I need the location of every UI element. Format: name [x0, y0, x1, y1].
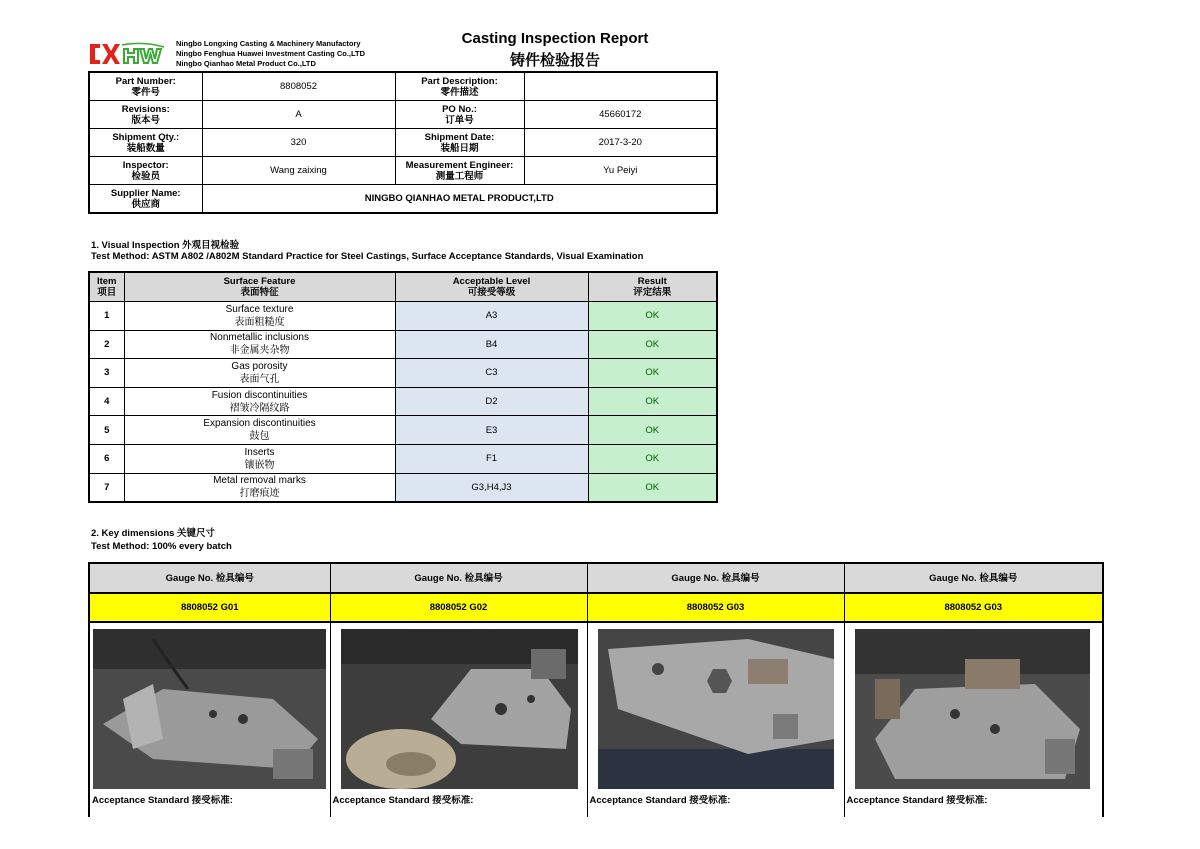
- item-number: 1: [89, 302, 124, 331]
- result-value: OK: [588, 359, 717, 388]
- gauge-photo-4: [855, 629, 1090, 789]
- table-row: [89, 387, 717, 416]
- acceptable-level: C3: [395, 359, 588, 388]
- supplier-value: NINGBO QIANHAO METAL PRODUCT,LTD: [202, 185, 717, 214]
- company-name-3: Ningbo Qianhao Metal Product Co.,LTD: [176, 59, 316, 68]
- visual-table-header: [89, 272, 717, 302]
- surface-feature: Fusion discontinuities 褶皱冷隔纹路: [124, 387, 395, 416]
- visual-section-title: 1. Visual Inspection 外观目视检验: [91, 240, 240, 251]
- gauge-photo-cell: [844, 622, 1103, 795]
- result-value: OK: [588, 330, 717, 359]
- part-info-table: [88, 71, 718, 214]
- acceptance-standard: Acceptance Standard 接受标准:: [89, 795, 330, 817]
- company-name-2: Ningbo Fenghua Huawei Investment Casting Co.,LTD: [176, 49, 366, 58]
- result-value: OK: [588, 387, 717, 416]
- acceptable-level: A3: [395, 302, 588, 331]
- company-logo: [88, 41, 172, 67]
- gauge-photo-cell: [89, 622, 330, 795]
- item-header: Item 项目: [89, 272, 124, 302]
- acceptable-level: D2: [395, 387, 588, 416]
- table-row: [89, 416, 717, 445]
- acceptance-standard: Acceptance Standard 接受标准:: [844, 795, 1103, 817]
- table-row: [89, 444, 717, 473]
- gauge-photo-1: [93, 629, 326, 789]
- gauge-photo-cell: [330, 622, 587, 795]
- po-number-value: 45660172: [524, 101, 717, 129]
- result-value: OK: [588, 416, 717, 445]
- surface-feature: Nonmetallic inclusions 非金属夹杂物: [124, 330, 395, 359]
- part-description-label: Part Description: 零件描述: [395, 72, 524, 101]
- part-number-label: Part Number: 零件号: [89, 72, 202, 101]
- key-dimensions-table: [88, 562, 1104, 817]
- acceptable-level: E3: [395, 416, 588, 445]
- gauge-header: Gauge No. 检具编号: [330, 563, 587, 593]
- revisions-value: A: [202, 101, 395, 129]
- dimensions-section-title: 2. Key dimensions 关键尺寸: [91, 528, 216, 539]
- acceptable-level: G3,H4,J3: [395, 473, 588, 502]
- item-number: 4: [89, 387, 124, 416]
- acceptable-level: B4: [395, 330, 588, 359]
- company-name-1: Ningbo Longxing Casting & Machinery Manufactory: [176, 39, 361, 48]
- surface-feature: Inserts 镶嵌物: [124, 444, 395, 473]
- inspector-label: Inspector: 检验员: [89, 157, 202, 185]
- report-title-zh: 铸件检验报告: [509, 52, 600, 69]
- engineer-value: Yu Peiyi: [524, 157, 717, 185]
- gauge-number: 8808052 G03: [844, 593, 1103, 622]
- shipment-qty-value: 320: [202, 129, 395, 157]
- part-number-value: 8808052: [202, 72, 395, 101]
- engineer-label: Measurement Engineer: 测量工程师: [395, 157, 524, 185]
- revisions-label: Revisions: 版本号: [89, 101, 202, 129]
- table-row: [89, 302, 717, 331]
- result-value: OK: [588, 302, 717, 331]
- inspector-value: Wang zaixing: [202, 157, 395, 185]
- gauge-number: 8808052 G01: [89, 593, 330, 622]
- level-header: Acceptable Level 可接受等级: [395, 272, 588, 302]
- item-number: 5: [89, 416, 124, 445]
- item-number: 7: [89, 473, 124, 502]
- table-row: [89, 473, 717, 502]
- result-header: Result 评定结果: [588, 272, 717, 302]
- po-number-label: PO No.: 订单号: [395, 101, 524, 129]
- gauge-number: 8808052 G03: [587, 593, 844, 622]
- item-number: 2: [89, 330, 124, 359]
- table-row: [89, 330, 717, 359]
- surface-feature: Surface texture 表面粗糙度: [124, 302, 395, 331]
- shipment-date-value: 2017-3-20: [524, 129, 717, 157]
- gauge-photo-3: [598, 629, 834, 789]
- acceptable-level: F1: [395, 444, 588, 473]
- visual-test-method: Test Method: ASTM A802 /A802M Standard Practice for Steel Castings, Surface Acceptance Standards, Visual Examination: [91, 251, 644, 262]
- visual-inspection-table: [88, 271, 718, 503]
- part-description-value: [524, 72, 717, 101]
- surface-feature: Metal removal marks 打磨痕迹: [124, 473, 395, 502]
- logo-graphic: [88, 41, 172, 67]
- acceptance-standard: Acceptance Standard 接受标准:: [330, 795, 587, 817]
- gauge-photo-2: [341, 629, 578, 789]
- acceptance-standard: Acceptance Standard 接受标准:: [587, 795, 844, 817]
- report-title-en: Casting Inspection Report: [461, 30, 649, 47]
- surface-feature: Gas porosity 表面气孔: [124, 359, 395, 388]
- supplier-label: Supplier Name: 供应商: [89, 185, 202, 214]
- item-number: 3: [89, 359, 124, 388]
- dimensions-test-method: Test Method: 100% every batch: [91, 541, 232, 552]
- feature-header: Surface Feature 表面特征: [124, 272, 395, 302]
- shipment-qty-label: Shipment Qty.: 装船数量: [89, 129, 202, 157]
- result-value: OK: [588, 444, 717, 473]
- gauge-number: 8808052 G02: [330, 593, 587, 622]
- surface-feature: Expansion discontinuities 鼓包: [124, 416, 395, 445]
- item-number: 6: [89, 444, 124, 473]
- result-value: OK: [588, 473, 717, 502]
- gauge-header: Gauge No. 检具编号: [587, 563, 844, 593]
- gauge-header: Gauge No. 检具编号: [89, 563, 330, 593]
- shipment-date-label: Shipment Date: 装船日期: [395, 129, 524, 157]
- table-row: [89, 359, 717, 388]
- gauge-header: Gauge No. 检具编号: [844, 563, 1103, 593]
- gauge-photo-cell: [587, 622, 844, 795]
